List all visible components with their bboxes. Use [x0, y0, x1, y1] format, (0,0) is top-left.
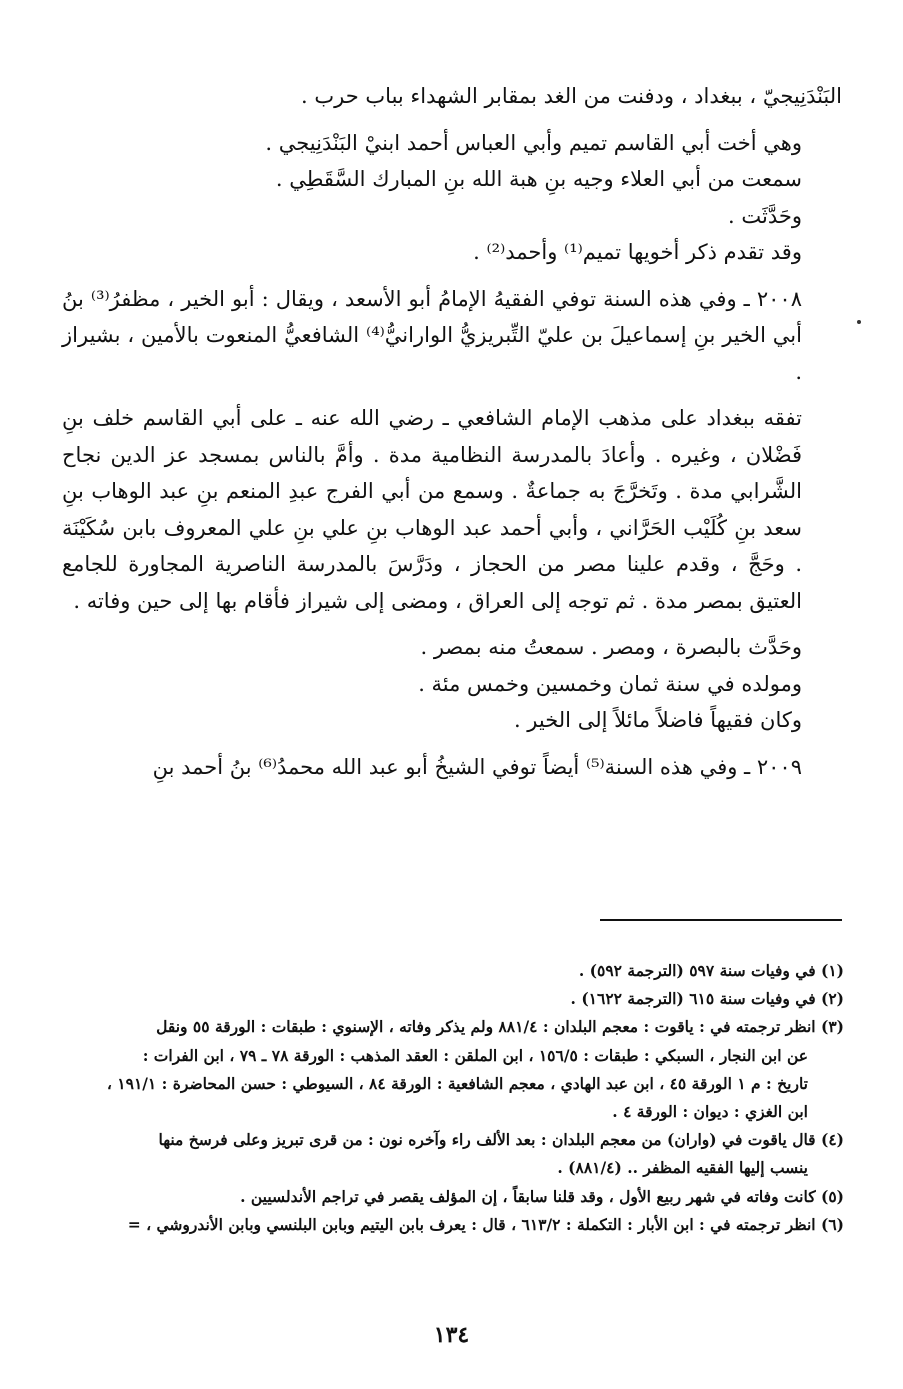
text-line: وكان فقيهاً فاضلاً مائلاً إلى الخير . — [513, 708, 802, 732]
text-line: وحَدَّث بالبصرة ، ومصر . سمعتُ منه بمصر . — [420, 635, 802, 659]
text-line: سمعت من أبي العلاء وجيه بنِ هبة الله بنِ المبارك السَّقَطِي . — [275, 167, 802, 191]
text-line: وقد تقدم ذكر أخويها تميم⁽¹⁾ وأحمد⁽²⁾ . — [473, 240, 802, 264]
entry-2009: ٢٠٠٩ ـ وفي هذه السنة⁽⁵⁾ أيضاً توفي الشيخُ أبو عبد الله محمدُ⁽⁶⁾ بنُ أحمد بنِ — [152, 754, 802, 779]
footnote: (٢) في وفيات سنة ٦١٥ (الترجمة ١٦٢٢) . — [570, 989, 844, 1009]
margin-mark — [857, 320, 861, 324]
entry-2008: ٢٠٠٨ ـ وفي هذه السنة توفي الفقيهُ الإمامُ أبو الأسعد ، ويقال : أبو الخير ، مظفرُ⁽³⁾ بنُ أبي الخير بنِ إسماعيلَ بن عليّ التِّبريزيُّ الوارانيُّ⁽⁴⁾ الشافعيُّ المنعوت بالأمين ، بشيراز . — [62, 286, 802, 384]
footnote-continuation: تاريخ : م ١ الورقة ٤٥ ، ابن عبد الهادي ، معجم الشافعية : الورقة ٨٤ ، السيوطي : حسن المحاضرة : ١٩١/١ ، — [106, 1073, 808, 1093]
paragraph: تفقه ببغداد على مذهب الإمام الشافعي ـ رضي الله عنه ـ على أبي القاسم خلف بنِ فَضْلان ، وغيره . وأعادَ بالمدرسة النظامية مدة . وأمَّ بالناس بمسجد عز الدين نجاح الشَّرابي مدة . وتَخرَّجَ به جماعةٌ . وسمع من أبي الفرج عبدِ المنعم بنِ عبد الوهاب بنِ سعد بنِ كُلَيْب الحَرَّاني ، وأبي أحمد عبد الوهاب بنِ علي بنِ علي المعروف بابن سُكَيْنَة . وحَجَّ ، وقدم علينا مصر من الحجاز ، ودَرَّسَ بالمدرسة الناصرية المجاورة للجامع العتيق بمصر مدة . ثم توجه إلى العراق ، ومضى إلى شيراز فأقام بها إلى حين وفاته . — [62, 406, 802, 613]
footnote: (٣) انظر ترجمته في : ياقوت : معجم البلدان : ٨٨١/٤ ولم يذكر وفاته ، الإسنوي : طبقات : الورقة ٥٥ ونقل — [156, 1017, 844, 1037]
footnote-divider — [600, 919, 842, 921]
footnote: (٦) انظر ترجمته في : ابن الأبار : التكملة : ٦١٣/٢ ، قال : يعرف بابن اليتيم وبابن البلنسي وبابن الأندروشي ، = — [127, 1214, 844, 1234]
page-number: ١٣٤ — [433, 1322, 470, 1348]
footnotes — [62, 957, 844, 1239]
footnote-continuation: ينسب إليها الفقيه المظفر .. (٨٨١/٤) . — [557, 1158, 808, 1178]
text-line: ومولده في سنة ثمان وخمسين وخمس مئة . — [418, 671, 802, 696]
footnote-continuation: ابن الغزي : ديوان : الورقة ٤ . — [612, 1102, 808, 1122]
footnote-continuation: عن ابن النجار ، السبكي : طبقات : ١٥٦/٥ ، ابن الملقن : العقد المذهب : الورقة ٧٨ ـ ٧٩ ، ابن الفرات : — [142, 1045, 808, 1065]
footnote: (٤) قال ياقوت في (واران) من معجم البلدان : بعد الألف راء وآخره نون : من قرى تبريز وعلى فرسخ منها — [158, 1130, 844, 1150]
text-line: البَنْدَنِيجيّ ، ببغداد ، ودفنت من الغد بمقابر الشهداء بباب حرب . — [301, 84, 842, 108]
text-line: وهي أخت أبي القاسم تميم وأبي العباس أحمد ابنيْ البَنْدَنِيجي . — [265, 130, 802, 155]
main-text — [62, 78, 842, 785]
text-line: وحَدَّثَت . — [728, 203, 802, 228]
footnote: (٥) كانت وفاته في شهر ربيع الأول ، وقد قلنا سابقاً ، إن المؤلف يقصر في تراجم الأندلسيين . — [240, 1186, 844, 1206]
footnote: (١) في وفيات سنة ٥٩٧ (الترجمة ٥٩٢) . — [578, 961, 844, 980]
